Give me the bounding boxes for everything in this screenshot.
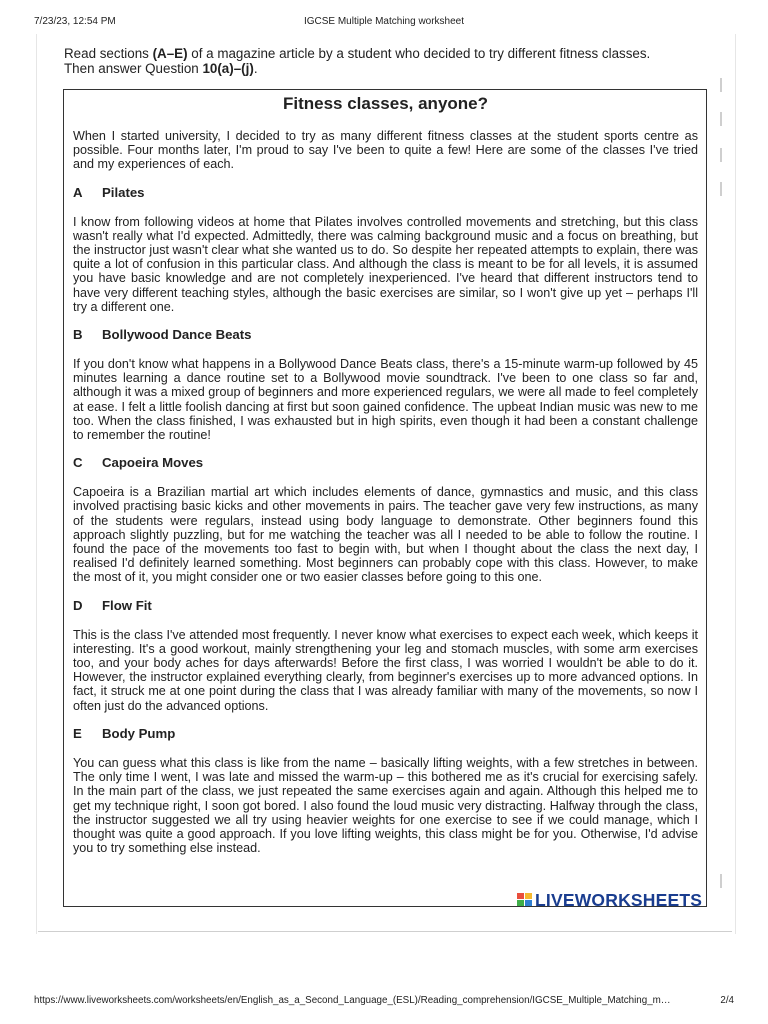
section-title: Pilates [102, 184, 145, 200]
section-body: You can guess what this class is like from the name – basically lifting weights, with a few stretches in between. The only time I went, I was late and missed the warm-up – this bothered me as it's crucial for exercising safely. In the main part of the class, we just repeated the same exercises again and again. Although this helped me to get my technique right, I soon got bored. I also found the loud music very distracting. Halfway through the class, the instructor suggested we all try using heavier weights for one exercise to see if we could manage, which I thought was quite a good approach. If you love lifting weights, this class might be for you. Otherwise, I'd advise you to try something else instead. [73, 755, 698, 856]
article-intro: When I started university, I decided to try as many different fitness classes at the student sports centre as possible. Four months later, I'm proud to say I've been to quite a few! Here are some of the classes I've tried and my experiences of each. [73, 129, 698, 172]
print-footer [34, 995, 734, 1009]
scroll-tick [720, 874, 722, 888]
scroll-tick [720, 78, 722, 92]
instructions-line-2: Then answer Question 10(a)–(j). [64, 60, 258, 76]
article-box [63, 89, 707, 907]
section-body: If you don't know what happens in a Bollywood Dance Beats class, there's a 15-minute warm-up followed by 45 minutes learning a dance routine set to a Bollywood movie soundtrack. I've been to one class so far and, although it was a mixed group of beginners and more experienced regulars, we were all made to feel completely at ease. I felt a little foolish dancing at first but soon gained confidence. The upbeat Indian music was new to me too. When the class finished, I was exhausted but in high spirits, even though it had been a constant challenge to remember the routine! [73, 357, 698, 443]
article-title: Fitness classes, anyone? [282, 94, 489, 113]
scroll-tick [720, 112, 722, 126]
section-a [73, 185, 698, 314]
instructions [64, 47, 714, 76]
scroll-tick [720, 182, 722, 196]
section-letter: E [73, 725, 82, 741]
print-datetime: 7/23/23, 12:54 PM [34, 16, 116, 27]
liveworksheets-watermark[interactable] [517, 889, 702, 911]
section-title: Bollywood Dance Beats [102, 327, 252, 343]
section-b [73, 327, 698, 442]
print-title: IGCSE Multiple Matching worksheet [303, 16, 465, 27]
section-letter: D [73, 597, 83, 613]
section-title: Capoeira Moves [102, 455, 204, 471]
section-body: This is the class I've attended most frequently. I never know what exercises to expect each week, which keeps it interesting. It's a good workout, mainly strengthening your leg and stomach muscles, with some arm exercises too, and your body aches for days afterwards! Before the first class, I was worried I wouldn't be able to do it. However, the instructor explained everything clearly, from beginner's exercises up to more advanced options. In fact, it struck me at one point during the class that I was already familiar with many of the movements, so now I often just do the advanced options. [73, 627, 698, 713]
watermark-text: LIVEWORKSHEETS [535, 890, 703, 910]
section-title: Body Pump [102, 725, 176, 741]
section-heading [73, 598, 698, 614]
section-letter: C [73, 455, 83, 471]
instructions-line-1: Read sections (A–E) of a magazine article by a student who decided to try different fitness classes. [64, 46, 651, 61]
page-number: 2/4 [720, 995, 734, 1006]
footer-url: https://www.liveworksheets.com/worksheets/en/English_as_a_Second_Language_(ESL)/Reading_comprehension/IGCSE_Multiple_Matching_m… [34, 995, 671, 1006]
section-heading [73, 185, 698, 201]
page-bottom-edge [38, 931, 732, 932]
section-heading [73, 455, 698, 471]
section-heading [73, 726, 698, 742]
liveworksheets-logo-icon [517, 893, 533, 907]
section-body: Capoeira is a Brazilian martial art which includes elements of dance, gymnastics and music, and this class involved practising basic kicks and other movements in pairs. The teacher gave very few instructions, as many of the students were regulars, instead using body language to demonstrate. Other beginners found this approach slightly puzzling, but for me watching the teacher was all I needed to be able to follow the routine. I found the pace of the movements too fast to begin with, but when I thought about the class the next day, I realised I'd definitely learned something. Most beginners can probably cope with this class. However, to make the most of it, you might consider one or two easier classes before going to this one. [73, 485, 698, 585]
section-title: Flow Fit [102, 597, 152, 613]
section-heading [73, 327, 698, 343]
scroll-tick [720, 148, 722, 162]
section-e [73, 726, 698, 855]
section-body: I know from following videos at home that Pilates involves controlled movements and stretching, but this class wasn't really what I'd expected. Admittedly, there was calming background music and a focus on breathing, but the instructor just wasn't clear what she wanted us to do. So despite her repeated attempts to explain, there was quite a lot of confusion in this particular class. And although the class is meant to be for all levels, it is assumed you have basic knowledge and are not completely inexperienced. I've heard that different instructors tend to have very different teaching styles, although the basic exercises are similar, so I won't give up yet – perhaps I'll try a different one. [73, 214, 698, 314]
section-letter: A [73, 184, 83, 200]
print-header [34, 16, 734, 30]
section-letter: B [73, 327, 83, 343]
section-d [73, 598, 698, 713]
section-c [73, 455, 698, 584]
